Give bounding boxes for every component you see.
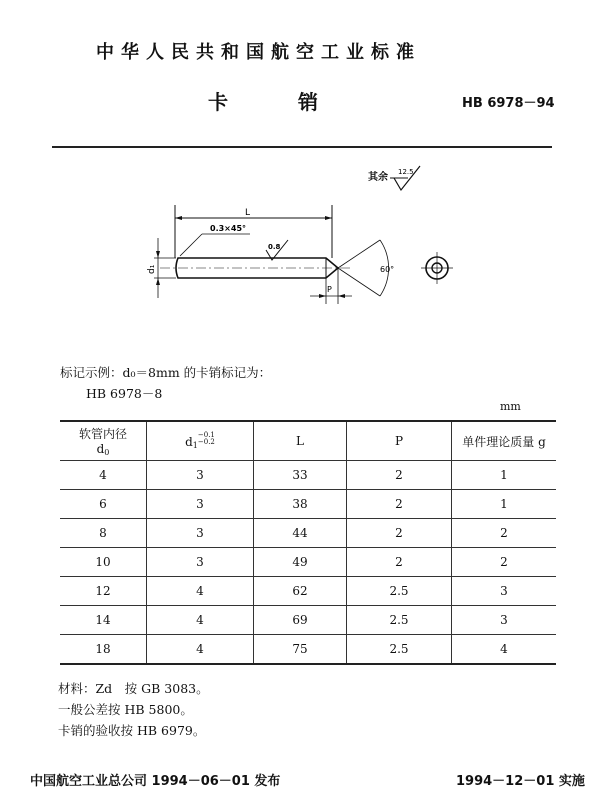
table-cell: 49 — [254, 548, 347, 577]
note-tolerance: 一般公差按 HB 5800。 — [58, 702, 193, 717]
table-row — [60, 461, 556, 490]
table-cell: 14 — [60, 606, 147, 635]
table-row — [60, 577, 556, 606]
table-cell: 10 — [60, 548, 147, 577]
table-cell: 3 — [147, 519, 254, 548]
note-acceptance: 卡销的验收按 HB 6979。 — [58, 723, 206, 738]
table-cell: 2 — [452, 548, 557, 577]
table-row — [60, 548, 556, 577]
surface-finish-label: 其余 — [368, 172, 388, 183]
table-cell: 2 — [347, 519, 452, 548]
table-cell: 1 — [452, 490, 557, 519]
chamfer-callout — [180, 224, 250, 256]
table-header-row — [60, 421, 556, 461]
table-cell: 12 — [60, 577, 147, 606]
length-dimension — [175, 205, 332, 258]
pin-body — [160, 258, 352, 278]
table-cell: 3 — [147, 461, 254, 490]
roughness-value-other: 12.5 — [398, 168, 414, 176]
table-cell: 2 — [347, 461, 452, 490]
end-view — [421, 252, 453, 284]
table-cell: 75 — [254, 635, 347, 665]
unit-label: mm — [500, 400, 521, 413]
table-cell: 3 — [452, 577, 557, 606]
table-row — [60, 606, 556, 635]
standard-code: HB 6978－94 — [462, 96, 555, 111]
marking-example — [60, 362, 271, 404]
length-label: L — [245, 208, 251, 218]
table-cell: 4 — [147, 635, 254, 665]
header-point: P — [347, 421, 452, 461]
table-cell: 8 — [60, 519, 147, 548]
table-cell: 38 — [254, 490, 347, 519]
header-hose-inner-diameter: 软管内径 $d_0$ — [60, 421, 147, 461]
standard-organization: 中华人民共和国航空工业标准 — [96, 42, 421, 63]
table-cell: 62 — [254, 577, 347, 606]
notes — [58, 678, 209, 741]
marking-example-line2: HB 6978－8 — [86, 386, 163, 401]
table-cell: 3 — [452, 606, 557, 635]
point-label: P — [327, 285, 332, 294]
table-cell: 3 — [147, 548, 254, 577]
table-cell: 3 — [147, 490, 254, 519]
effective-date: 1994－12－01 实施 — [456, 774, 585, 789]
marking-example-line1: 标记示例：d₀＝8mm 的卡销标记为： — [60, 365, 272, 380]
table-row — [60, 519, 556, 548]
document-title: 卡销 — [208, 90, 388, 114]
angle-label: 60° — [380, 265, 395, 274]
note-material: 材料：Zd 按 GB 3083。 — [58, 681, 209, 696]
table-cell: 2.5 — [347, 606, 452, 635]
table-cell: 44 — [254, 519, 347, 548]
table-cell: 2 — [347, 490, 452, 519]
table-cell: 2.5 — [347, 577, 452, 606]
roughness-symbol-other — [390, 166, 420, 190]
table-cell: 4 — [452, 635, 557, 665]
header-pin-diameter: $d_1-0.1$ −0.2 — [147, 421, 254, 461]
table-cell: 4 — [147, 606, 254, 635]
table-row — [60, 635, 556, 665]
table-cell: 18 — [60, 635, 147, 665]
specification-table — [60, 420, 556, 665]
table-cell: 1 — [452, 461, 557, 490]
table-cell: 2 — [452, 519, 557, 548]
roughness-symbol-shank — [266, 240, 288, 260]
header-rule — [52, 146, 552, 148]
header-length: L — [254, 421, 347, 461]
issue-statement: 中国航空工业总公司 1994－06－01 发布 — [30, 774, 281, 789]
header-unit-mass: 单件理论质量 g — [452, 421, 557, 461]
pin-drawing — [140, 160, 470, 320]
chamfer-label: 0.3×45° — [210, 224, 247, 233]
table-cell: 2 — [347, 548, 452, 577]
table-cell: 4 — [147, 577, 254, 606]
table-cell: 2.5 — [347, 635, 452, 665]
table-row — [60, 490, 556, 519]
table-cell: 6 — [60, 490, 147, 519]
table-cell: 69 — [254, 606, 347, 635]
table-cell: 33 — [254, 461, 347, 490]
diameter-label: d₁ — [147, 264, 157, 274]
roughness-value-shank: 0.8 — [268, 243, 281, 251]
table-cell: 4 — [60, 461, 147, 490]
